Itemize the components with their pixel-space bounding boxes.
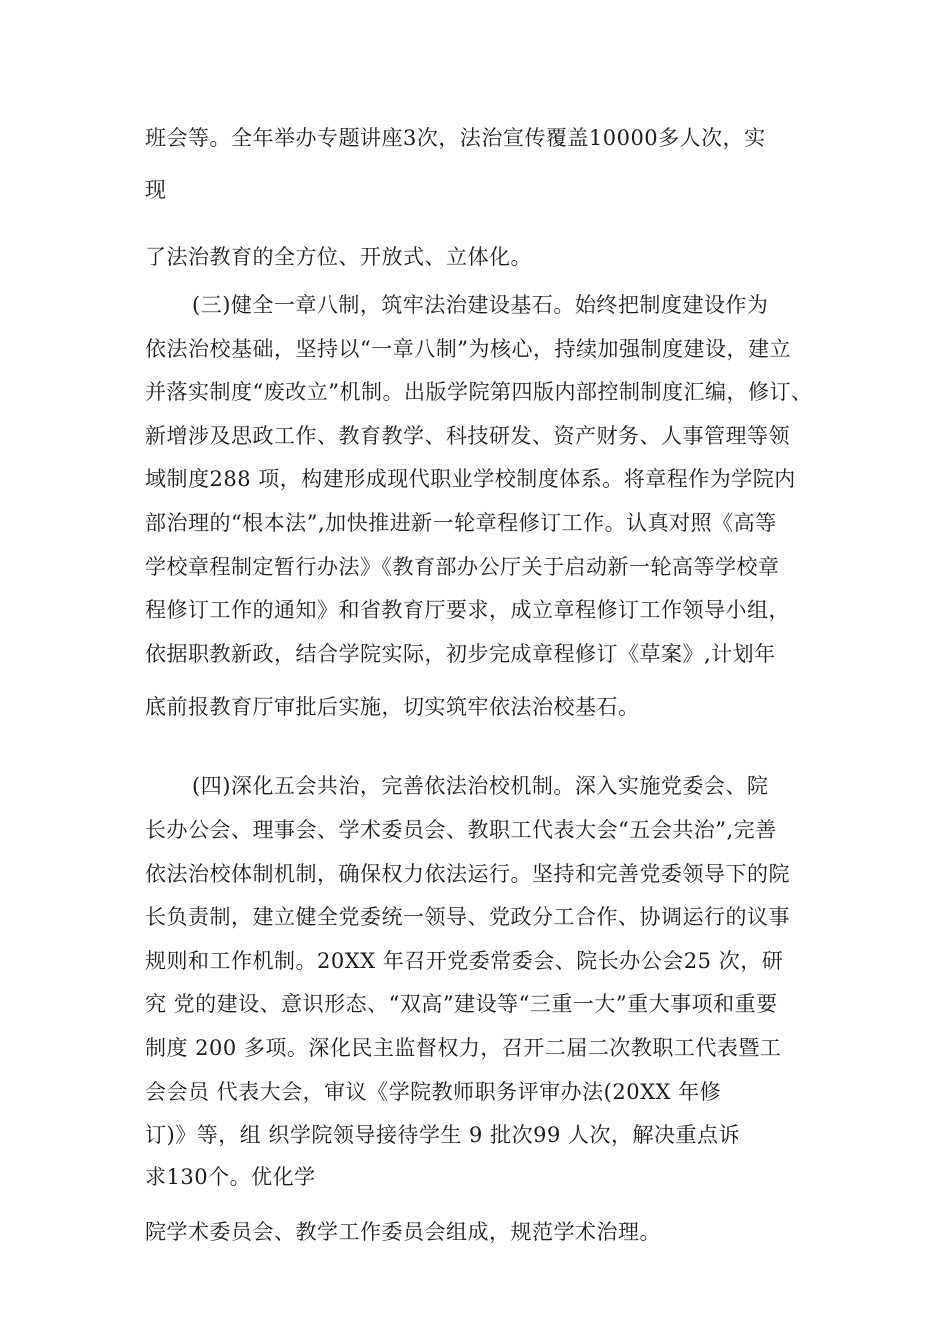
paragraph-line: 底前报教育厅审批后实施，切实筑牢依法治校基石。 (145, 695, 640, 719)
paragraph-line: 依法治校体制机制，确保权力依法运行。坚持和完善党委领导下的院 (145, 862, 790, 886)
paragraph-line: 了法治教育的全方位、开放式、立体化。 (145, 245, 532, 269)
paragraph-line: 依据职教新政，结合学院实际，初步完成章程修订《草案》,计划年 (145, 642, 776, 666)
paragraph-line: 并落实制度“废改立”机制。出版学院第四版内部控制制度汇编，修订、 (145, 380, 813, 404)
paragraph-line: 长负责制，建立健全党委统一领导、党政分工合作、协调运行的议事 (145, 905, 790, 929)
paragraph-line: 现 (145, 178, 167, 202)
paragraph-line: 院学术委员会、教学工作委员会组成，规范学术治理。 (145, 1220, 661, 1244)
paragraph-line: 求130个。优化学 (145, 1165, 316, 1189)
paragraph-line: 订)》等，组 织学院领导接待学生 9 批次99 人次，解决重点诉 (145, 1123, 740, 1147)
paragraph-line: 制度 200 多项。深化民主监督权力，召开二届二次教职工代表暨工 (145, 1036, 782, 1060)
paragraph-line: 部治理的“根本法”,加快推进新一轮章程修订工作。认真对照《高等 (145, 511, 777, 535)
section-heading-line: (四)深化五会共治，完善依法治校机制。深入实施党委会、院 (192, 774, 769, 798)
paragraph-line: 规则和工作机制。20XX 年召开党委常委会、院长办公会25 次，研 (145, 949, 784, 973)
paragraph-line: 域制度288 项，构建形成现代职业学校制度体系。将章程作为学院内 (145, 467, 796, 491)
paragraph-line: 会会员 代表大会，审议《学院教师职务评审办法(20XX 年修 (145, 1080, 722, 1104)
paragraph-line: 程修订工作的通知》和省教育厅要求，成立章程修订工作领导小组， (145, 598, 790, 622)
paragraph-line: 新增涉及思政工作、教育教学、科技研发、资产财务、人事管理等领 (145, 424, 790, 448)
paragraph-line: 长办公会、理事会、学术委员会、教职工代表大会“五会共治”,完善 (145, 818, 777, 842)
paragraph-line: 依法治校基础，坚持以“一章八制”为核心，持续加强制度建设，建立 (145, 337, 791, 361)
paragraph-line: 学校章程制定暂行办法》《教育部办公厅关于启动新一轮高等学校章 (145, 555, 780, 579)
paragraph-line: 究 党的建设、意识形态、“双高”建设等“三重一大”重大事项和重要 (145, 992, 778, 1016)
paragraph-line: 班会等。全年举办专题讲座3次，法治宣传覆盖10000多人次，实 (145, 126, 766, 150)
section-heading-line: (三)健全一章八制，筑牢法治建设基石。始终把制度建设作为 (192, 293, 769, 317)
